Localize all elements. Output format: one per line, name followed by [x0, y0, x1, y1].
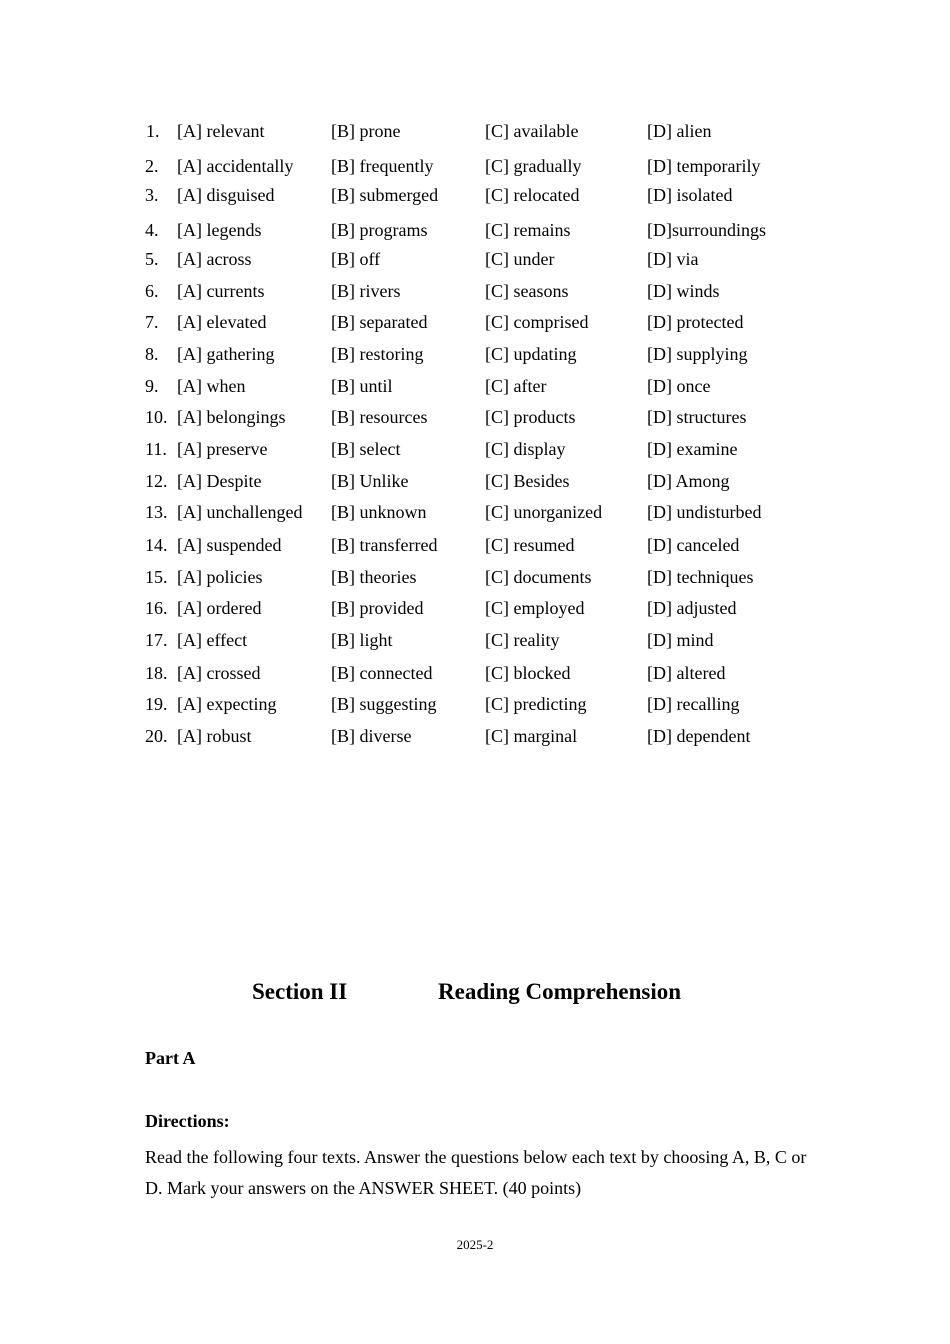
question-number: 14.: [145, 535, 168, 555]
option-d: [D] protected: [647, 312, 744, 332]
option-a: [A] belongings: [177, 407, 286, 427]
option-d: [D] isolated: [647, 185, 733, 205]
question-number: 11.: [145, 439, 167, 459]
option-d: [D] undisturbed: [647, 502, 762, 522]
option-a: [A] legends: [177, 220, 262, 240]
option-c: [C] under: [485, 249, 555, 269]
option-c: [C] documents: [485, 567, 592, 587]
option-d: [D] once: [647, 376, 711, 396]
question-number: 10.: [145, 407, 168, 427]
option-d: [D] canceled: [647, 535, 740, 555]
question-row: [0, 499, 950, 525]
question-number: 20.: [145, 726, 168, 746]
question-number: 17.: [145, 630, 168, 650]
question-number: 13.: [145, 502, 168, 522]
question-row: [0, 153, 950, 179]
option-b: [B] unknown: [331, 502, 427, 522]
question-number: 15.: [145, 567, 168, 587]
option-b: [B] resources: [331, 407, 428, 427]
option-c: [C] marginal: [485, 726, 578, 746]
question-row: [0, 627, 950, 653]
option-c: [C] Besides: [485, 471, 570, 491]
option-c: [C] predicting: [485, 694, 587, 714]
question-number: 7.: [145, 312, 159, 332]
option-b: [B] rivers: [331, 281, 401, 301]
option-a: [A] preserve: [177, 439, 268, 459]
question-number: 2.: [145, 156, 159, 176]
option-b: [B] connected: [331, 663, 433, 683]
option-d: [D] dependent: [647, 726, 751, 746]
directions-text: Read the following four texts. Answer the questions below each text by choosing A, B, C or D. Mark your answers on the ANSWER SHEET. (40 points): [145, 1147, 807, 1198]
option-a: [A] relevant: [177, 121, 265, 141]
option-b: [B] select: [331, 439, 401, 459]
option-d: [D] alien: [647, 121, 712, 141]
question-number: 19.: [145, 694, 168, 714]
option-b: [B] until: [331, 376, 393, 396]
option-d: [D] supplying: [647, 344, 748, 364]
question-row: [0, 341, 950, 367]
question-number: 1.: [146, 121, 160, 141]
option-c: [C] display: [485, 439, 566, 459]
question-row: [0, 660, 950, 686]
option-d: [D] altered: [647, 663, 726, 683]
question-row: [0, 182, 950, 208]
question-row: [0, 532, 950, 558]
option-c: [C] reality: [485, 630, 560, 650]
option-c: [C] products: [485, 407, 576, 427]
option-c: [C] updating: [485, 344, 577, 364]
question-number: 5.: [145, 249, 159, 269]
option-d: [D] recalling: [647, 694, 740, 714]
question-row: [0, 309, 950, 335]
option-b: [B] diverse: [331, 726, 412, 746]
option-a: [A] suspended: [177, 535, 282, 555]
option-a: [A] ordered: [177, 598, 262, 618]
option-a: [A] across: [177, 249, 252, 269]
option-a: [A] disguised: [177, 185, 275, 205]
question-row: [0, 468, 950, 494]
question-number: 18.: [145, 663, 168, 683]
question-row: [0, 404, 950, 430]
option-a: [A] elevated: [177, 312, 267, 332]
question-number: 6.: [145, 281, 159, 301]
question-row: [0, 595, 950, 621]
option-d: [D] structures: [647, 407, 747, 427]
part-heading: Part A: [145, 1048, 196, 1068]
option-c: [C] after: [485, 376, 547, 396]
section-heading: [0, 977, 950, 1007]
option-a: [A] when: [177, 376, 246, 396]
option-a: [A] Despite: [177, 471, 262, 491]
question-number: 12.: [145, 471, 168, 491]
section-title: Reading Comprehension: [438, 979, 682, 1004]
option-c: [C] remains: [485, 220, 571, 240]
option-c: [C] comprised: [485, 312, 589, 332]
question-number: 16.: [145, 598, 168, 618]
option-d: [D] via: [647, 249, 699, 269]
question-row: [0, 118, 950, 144]
question-row: [0, 564, 950, 590]
question-row: [0, 691, 950, 717]
question-row: [0, 436, 950, 462]
question-row: [0, 278, 950, 304]
option-d: [D] temporarily: [647, 156, 761, 176]
option-c: [C] seasons: [485, 281, 569, 301]
option-b: [B] Unlike: [331, 471, 409, 491]
option-b: [B] suggesting: [331, 694, 437, 714]
option-a: [A] crossed: [177, 663, 261, 683]
question-number: 9.: [145, 376, 159, 396]
option-d: [D] techniques: [647, 567, 754, 587]
option-a: [A] expecting: [177, 694, 277, 714]
option-c: [C] blocked: [485, 663, 571, 683]
option-d: [D] winds: [647, 281, 720, 301]
option-d: [D] adjusted: [647, 598, 737, 618]
option-c: [C] available: [485, 121, 579, 141]
option-d: [D] examine: [647, 439, 738, 459]
option-c: [C] resumed: [485, 535, 575, 555]
option-a: [A] unchallenged: [177, 502, 303, 522]
question-row: [0, 217, 950, 243]
page-number: 2025-2: [456, 1237, 494, 1252]
question-row: [0, 373, 950, 399]
option-b: [B] transferred: [331, 535, 438, 555]
option-b: [B] prone: [331, 121, 401, 141]
option-a: [A] accidentally: [177, 156, 294, 176]
question-number: 8.: [145, 344, 159, 364]
section-label: Section II: [252, 979, 348, 1004]
option-b: [B] provided: [331, 598, 424, 618]
option-b: [B] separated: [331, 312, 428, 332]
question-number: 4.: [145, 220, 159, 240]
option-c: [C] employed: [485, 598, 585, 618]
question-row: [0, 246, 950, 272]
question-row: [0, 723, 950, 749]
directions-label: Directions:: [145, 1111, 230, 1131]
option-a: [A] effect: [177, 630, 248, 650]
option-a: [A] policies: [177, 567, 263, 587]
option-c: [C] relocated: [485, 185, 580, 205]
option-b: [B] light: [331, 630, 393, 650]
option-b: [B] off: [331, 249, 381, 269]
question-number: 3.: [145, 185, 159, 205]
option-d: [D] Among: [647, 471, 730, 491]
option-d: [D]surroundings: [647, 220, 766, 240]
option-c: [C] gradually: [485, 156, 582, 176]
option-b: [B] theories: [331, 567, 417, 587]
option-a: [A] gathering: [177, 344, 275, 364]
option-d: [D] mind: [647, 630, 714, 650]
option-b: [B] submerged: [331, 185, 439, 205]
option-b: [B] restoring: [331, 344, 424, 364]
option-a: [A] robust: [177, 726, 252, 746]
option-b: [B] programs: [331, 220, 428, 240]
option-a: [A] currents: [177, 281, 265, 301]
option-c: [C] unorganized: [485, 502, 603, 522]
option-b: [B] frequently: [331, 156, 434, 176]
